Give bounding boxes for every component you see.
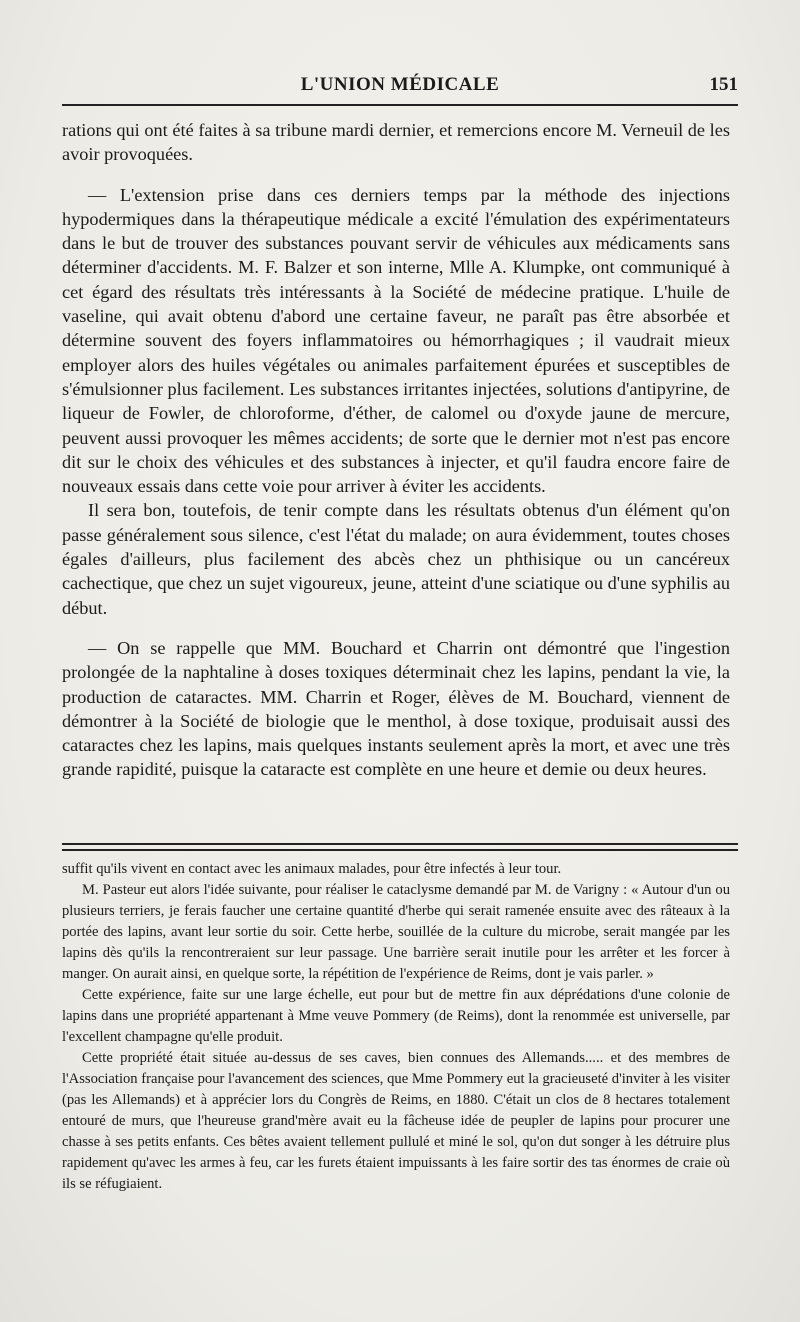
main-text [62,118,730,782]
footnote-text [62,859,730,1195]
paragraph-injections: — L'extension prise dans ces derniers temps par la méthode des injections hypodermiques dans la thérapeutique médicale a excité l'émulation des expérimentateurs dans le but de trouver des substances pouvant servir de véhicules aux médicaments sans déterminer d'accidents. M. F. Balzer et son interne, Mlle A. Klumpke, ont communiqué à cet égard des résultats très intéressants à la Société de médecine pratique. L'huile de vaseline, qui avait obtenu d'abord une certaine faveur, ne paraît pas être absorbée et détermine souvent des foyers inflammatoires ou hémorrhagiques ; il vaudrait mieux employer alors des huiles végétales ou animales parfaitement épurées et susceptibles de s'émulsionner plus facilement. Les substances irritantes injectées, solutions d'antipyrine, de liqueur de Fowler, de chloroforme, d'éther, de calomel ou d'oxyde jaune de mercure, peuvent aussi provoquer les mêmes accidents; de sorte que le dernier mot n'est pas encore dit sur le choix des véhicules et des substances à injecter, et qu'il faudra encore faire de nouveaux essais dans cette voie pour arriver à éviter les accidents. [62,184,730,497]
footnote-separator [62,843,738,851]
page-number: 151 [709,74,738,95]
paragraph-continuation: rations qui ont été faites à sa tribune mardi dernier, et remercions encore M. Verneuil de les avoir provoquées. [62,120,730,165]
paragraph-cataracts: — On se rappelle que MM. Bouchard et Charrin ont démontré que l'ingestion prolongée de la naphtaline à doses toxiques déterminait chez les lapins, pendant la vie, la production de cataractes. MM. Charrin et Roger, élèves de M. Bouchard, viennent de démontrer à la Société de biologie que le menthol, à dose toxique, produisait aussi des cataractes chez les lapins, mais quelques instants seulement après la mort, et avec une très grande rapidité, puisque la cataracte est complète en une heure et demie ou deux heures. [62,637,730,780]
running-header [62,74,738,102]
header-rule [62,104,738,106]
journal-title: L'UNION MÉDICALE [300,74,500,95]
paragraph-patient-state: Il sera bon, toutefois, de tenir compte dans les résultats obtenus d'un élément qu'on passe généralement sous silence, c'est l'état du malade; on aura évidemment, toutes choses égales d'ailleurs, plus facilement des abcès chez un phthisique ou un cancéreux cachectique, que chez un sujet vigoureux, jeune, atteint d'une sciatique ou d'une syphilis au début. [62,500,730,618]
footnote-paragraph: Cette expérience, faite sur une large échelle, eut pour but de mettre fin aux déprédations d'une colonie de lapins dans une propriété appartenant à Mme veuve Pommery (de Reims), dont la renommée est universelle, par l'excellent champagne qu'elle produit. [62,987,730,1045]
footnote-paragraph: M. Pasteur eut alors l'idée suivante, pour réaliser le cataclysme demandé par M. de Varigny : « Autour d'un ou plusieurs terriers, je ferais faucher une certaine quantité d'herbe qui serait ramenée ensuite avec des râteaux à la portée des lapins, avant leur sortie du soir. Cette herbe, souillée de la culture du microbe, serait mangée par les lapins dès qu'ils la rencontreraient sur leur passage. Une barrière serait inutile pour les arrêter et les forcer à manger. On aurait ainsi, en quelque sorte, la répétition de l'expérience de Reims, dont je vais parler. » [62,882,730,982]
footnote-paragraph: suffit qu'ils vivent en contact avec les animaux malades, pour être infectés à leur tour. [62,861,562,877]
footnote-paragraph: Cette propriété était située au-dessus de ses caves, bien connues des Allemands..... et des membres de l'Association française pour l'avancement des sciences, que Mme Pommery eut la gracieuseté d'inviter à les visiter (pas les Allemands) et à apprécier lors du Congrès de Reims, en 1880. C'était un clos de 8 hectares totalement entouré de murs, que l'heureuse grand'mère avait eu la fâcheuse idée de peupler de lapins pour procurer une chasse à ses petits enfants. Ces bêtes avaient tellement pullulé et miné le sol, qu'on dut songer à les détruire plus rapidement qu'avec les armes à feu, car les furets étaient impuissants à les faire sortir des tas énormes de craie où ils se réfugiaient. [62,1050,730,1192]
